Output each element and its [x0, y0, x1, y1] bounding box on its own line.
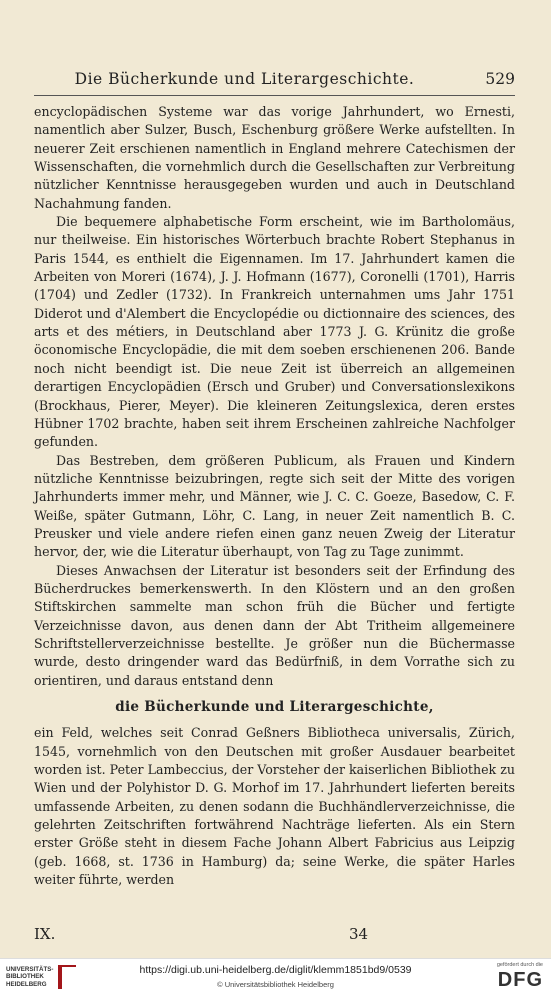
page-header [34, 70, 515, 92]
signature-line [34, 925, 515, 945]
paragraph: Die bequemere alphabetische Form erscheint, wie im Bartholomäus, nur theilweise. Ein historisches Wörterbuch brachte Robert Stephanus in Paris 1544, es enthielt die Eigennamen. Im 17. Jahrhundert kamen die Arbeiten von Moreri (1674), J. J. Hofmann (1677), Coronelli (1701), Harris (1704) und Zedler (1732). In Frankreich unternahmen ums Jahr 1751 Diderot und d'Alembert die Encyclopédie ou dictionnaire des sciences, des arts et des métiers, in Deutschland aber 1773 J. G. Krünitz die große öconomische Encyclopädie, die mit dem soeben erschienenen 206. Bande noch nicht beendigt ist. Die neue Zeit ist überreich an allgemeinen derartigen Encyclopädien (Ersch und Gruber) und Conversationslexikons (Brockhaus, Pierer, Meyer). Die kleineren Zeitungslexica, deren erstes Hübner 1702 brachte, haben seit ihrem Erscheinen zahlreiche Nachfolger gefunden. [34, 214, 515, 450]
dfg-logo[interactable] [473, 962, 543, 991]
running-title: Die Bücherkunde und Literargeschichte. [74, 70, 415, 88]
paragraph: Dieses Anwachsen der Literatur ist besonders seit der Erfindung des Bücherdruckes bemerkenswerth. In den Klöstern und an den großen Stiftskirchen sammelte man schon früh die Bücher und fertigte Verzeichnisse davon, aus denen dann der Abt Tritheim allgemeinere Schriftstellerverzeichnisse bestellte. Je größer nun die Büchermasse wurde, desto dringender ward das Bedürfniß, in dem Vorrathe sich zu orientiren, und daraus entstand denn [34, 562, 515, 688]
volume-signature: IX. [34, 925, 56, 943]
header-rule [34, 95, 515, 96]
section-heading: die Bücherkunde und Literargeschichte, [115, 699, 434, 715]
body-text [34, 103, 515, 889]
sheet-signature: 34 [349, 925, 369, 943]
paragraph: ein Feld, welches seit Conrad Geßners Bibliotheca universalis, Zürich, 1545, vornehmlich von den Deutschen mit großer Ausdauer bearbeitet worden ist. Peter Lambeccius, der Vorsteher der kaiserlichen Bibliothek zu Wien und der Polyhistor D. G. Morhof im 17. Jahrhundert lieferten bereits umfassende Arbeiten, zu denen sodann die Buchhändlerverzeichnisse, die gelehrten Zeitschriften fortwährend Nachträge lieferten. Als ein Stern erster Größe steht in diesem Fache Johann Albert Fabricius aus Leipzig (geb. 1668, st. 1736 in Hamburg) da; seine Werke, die später Harles weiter führte, werden [34, 725, 515, 888]
paragraph: encyclopädischen Systeme war das vorige Jahrhundert, wo Ernesti, namentlich aber Sulzer, Busch, Eschenburg größere Werke aufstellten. In neuerer Zeit erschienen namentlich in England mehrere Catechismen der Wissenschaften, die vornehmlich durch die Gesellschaften zur Verbreitung nützlicher Kenntnisse herausgegeben wurden und auch in Deutschland Nachahmung fanden. [34, 104, 515, 211]
library-name: UNIVERSITÄTS-BIBLIOTHEK HEIDELBERG [6, 966, 54, 988]
permalink-url[interactable]: https://digi.ub.uni-heidelberg.de/diglit/klemm1851bd9/0539 [139, 964, 412, 976]
paragraph: Das Bestreben, dem größeren Publicum, als Frauen und Kindern nützliche Kenntnisse beizubringen, regte sich seit der Mitte des vorigen Jahrhunderts immer mehr, und Männer, wie J. C. C. Goeze, Basedow, C. F. Weiße, später Gutmann, Löhr, C. Lang, in neuer Zeit namentlich B. C. Preusker und viele andere riefen einen ganz neuen Zweig der Literatur hervor, der, wie die Literatur überhaupt, von Tag zu Tage zunimmt. [34, 452, 515, 560]
funder-name: DFG [497, 969, 543, 991]
copyright-notice: © Universitätsbibliothek Heidelberg [217, 980, 334, 989]
viewer-footer [0, 958, 551, 997]
funded-label: gefördert durch die [496, 962, 543, 968]
page-number: 529 [485, 70, 515, 88]
